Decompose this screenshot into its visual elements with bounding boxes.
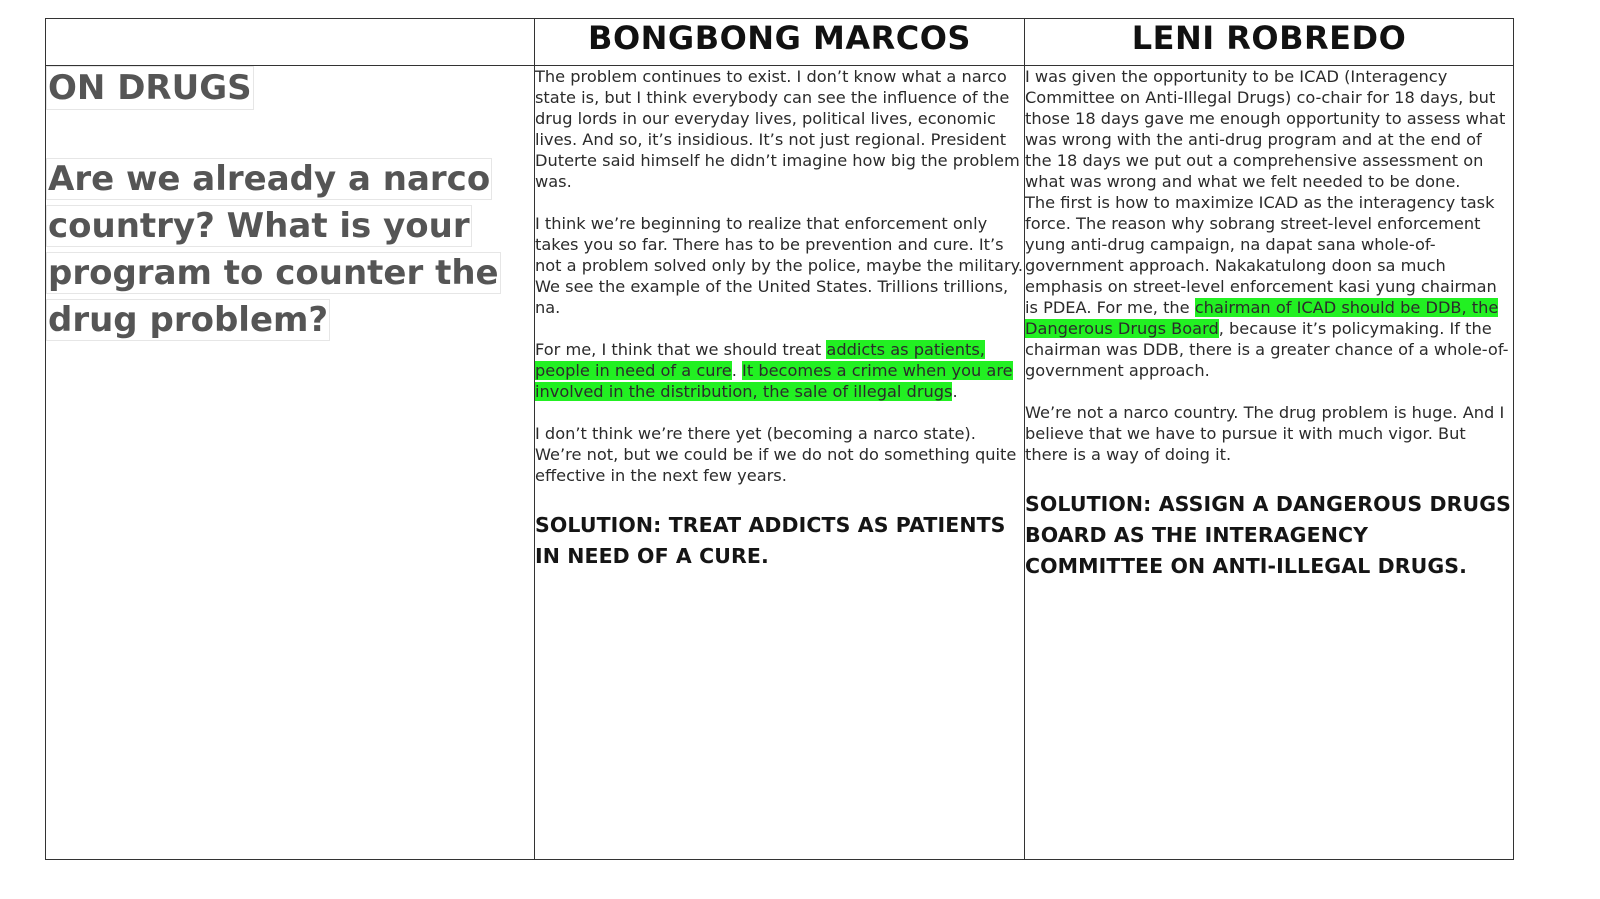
candidate-name-robredo: LENI ROBREDO <box>1025 19 1514 66</box>
topic-question <box>46 156 534 344</box>
marcos-p3-text: . <box>952 382 958 401</box>
marcos-paragraph-3 <box>535 339 1024 402</box>
marcos-highlight-2: It becomes a crime when you are involved in the distribution, the sale of illegal drugs <box>535 361 1013 401</box>
candidate-name-marcos: BONGBONG MARCOS <box>535 19 1025 66</box>
robredo-solution: SOLUTION: ASSIGN A DANGEROUS DRUGS BOARD AS THE INTERAGENCY COMMITTEE ON ANTI-ILLEGAL DRUGS. <box>1025 492 1511 578</box>
topic-header-cell <box>46 19 535 66</box>
robredo-p2-text: , because it’s policymaking. If the chairman was DDB, there is a greater chance of a whole-of-government approach. <box>1025 319 1509 380</box>
marcos-paragraph-2: I think we’re beginning to realize that enforcement only takes you so far. There has to be prevention and cure. It’s not a problem solved only by the police, maybe the military. We see the example of the United States. Trillions trillions, na. <box>535 214 1024 317</box>
topic-label: ON DRUGS <box>48 68 252 108</box>
marcos-paragraph-1: The problem continues to exist. I don’t know what a narco state is, but I think everybody can see the influence of the drug lords in our everyday lives, political lives, economic lives. And so, it’s insidious. It’s not just regional. President Duterte said himself he didn’t imagine how big the problem was. <box>535 67 1020 191</box>
question-line: program to counter the <box>48 253 499 293</box>
question-line: country? What is your <box>48 206 470 246</box>
robredo-paragraph-3: We’re not a narco country. The drug problem is huge. And I believe that we have to pursue it with much vigor. But there is a way of doing it. <box>1025 403 1505 464</box>
marcos-p3-text: . <box>731 361 743 380</box>
topic-cell <box>46 66 535 860</box>
robredo-highlight: chairman of ICAD should be DDB, the Dangerous Drugs Board <box>1025 298 1499 338</box>
robredo-paragraph-1: I was given the opportunity to be ICAD (Interagency Committee on Anti-Illegal Drugs) co-chair for 18 days, but those 18 days gave me enough opportunity to assess what was wrong with the anti-drug program and at the end of the 18 days we put out a comprehensive assessment on what was wrong and what we felt needed to be done. <box>1025 67 1506 191</box>
marcos-solution: SOLUTION: TREAT ADDICTS AS PATIENTS IN NEED OF A CURE. <box>535 513 1006 568</box>
marcos-paragraph-4: I don’t think we’re there yet (becoming a narco state). We’re not, but we could be if we do not do something quite effective in the next few years. <box>535 424 1017 485</box>
question-line: drug problem? <box>48 300 329 340</box>
comparison-table <box>45 18 1514 860</box>
marcos-highlight-1: addicts as patients, people in need of a cure <box>535 340 985 380</box>
question-line: Are we already a narco <box>48 159 491 199</box>
robredo-answer-cell <box>1025 66 1514 860</box>
robredo-p2-text: The first is how to maximize ICAD as the interagency task force. The reason why sobrang street-level enforcement yung anti-drug campaign, na dapat sana whole-of-government approach. Nakakatulong doon sa much emphasis on street-level enforcement kasi yung chairman is PDEA. For me, the <box>1025 193 1497 317</box>
content-row <box>46 66 1514 860</box>
marcos-p3-text: For me, I think that we should treat <box>535 340 827 359</box>
marcos-answer-cell <box>535 66 1025 860</box>
robredo-paragraph-2 <box>1025 192 1513 381</box>
header-row <box>46 19 1514 66</box>
